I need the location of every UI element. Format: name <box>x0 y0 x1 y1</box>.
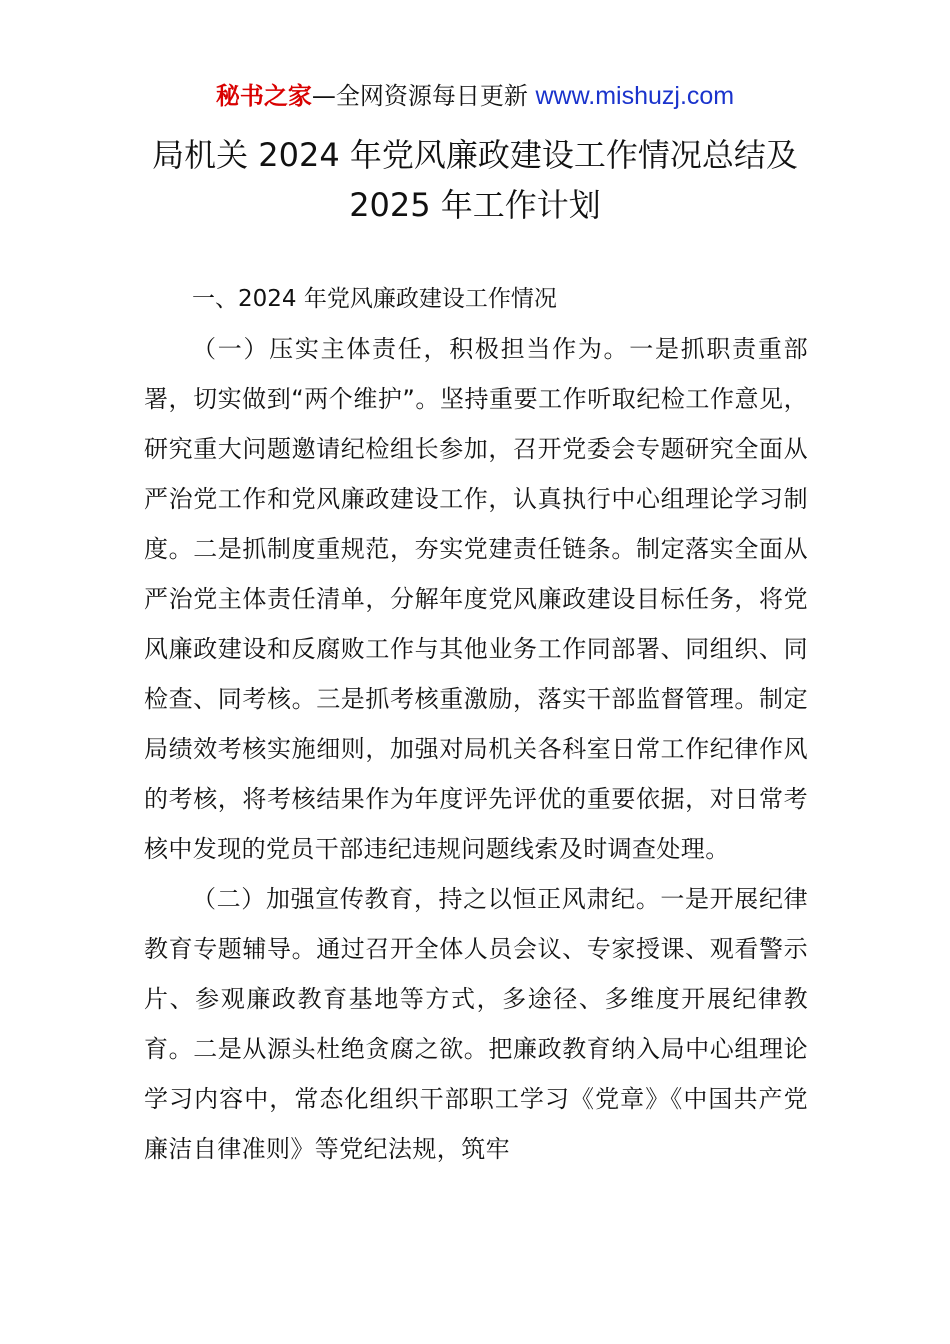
body-paragraph-2: （二）加强宣传教育，持之以恒正风肃纪。一是开展纪律教育专题辅导。通过召开全体人员会议、专家授课、观看警示片、参观廉政教育基地等方式，多途径、多维度开展纪律教育。二是从源头杜绝贪腐之欲。把廉政教育纳入局中心组理论学习内容中，常态化组织干部职工学习《党章》《中国共产党廉洁自律准则》等党纪法规，筑牢 <box>144 885 808 1163</box>
document-title <box>100 130 850 230</box>
document-title-line-1: 局机关 2024 年党风廉政建设工作情况总结及 <box>152 136 798 174</box>
document-title-line-2: 2025 年工作计划 <box>349 186 601 224</box>
site-url-link[interactable]: www.mishuzj.com <box>535 82 735 110</box>
site-header <box>0 80 950 112</box>
section-heading: 一、2024 年党风廉政建设工作情况 <box>192 286 557 312</box>
site-tagline: —全网资源每日更新 <box>311 82 536 110</box>
body-paragraph-1: （一）压实主体责任，积极担当作为。一是抓职责重部署，切实做到“两个维护”。坚持重要工作听取纪检工作意见，研究重大问题邀请纪检组长参加，召开党委会专题研究全面从严治党工作和党风廉政建设工作，认真执行中心组理论学习制度。二是抓制度重规范，夯实党建责任链条。制定落实全面从严治党主体责任清单，分解年度党风廉政建设目标任务，将党风廉政建设和反腐败工作与其他业务工作同部署、同组织、同检查、同考核。三是抓考核重激励，落实干部监督管理。制定局绩效考核实施细则，加强对局机关各科室日常工作纪律作风的考核，将考核结果作为年度评先评优的重要依据，对日常考核中发现的党员干部违纪违规问题线索及时调查处理。 <box>144 335 808 863</box>
document-body <box>144 274 808 1174</box>
brand-name: 秘书之家 <box>215 82 312 110</box>
